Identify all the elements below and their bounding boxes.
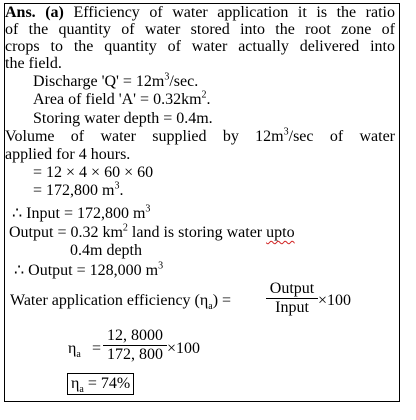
intro-text-2: of the quantity of water stored into the root zone of bbox=[5, 21, 395, 38]
result-eta: η bbox=[71, 375, 80, 392]
output-line bbox=[9, 224, 295, 241]
eta-text: η bbox=[68, 340, 77, 357]
area-end: . bbox=[206, 91, 211, 108]
area-sup: 2 bbox=[201, 89, 207, 101]
calc-text-1: = 12 × 4 × 60 × 60 bbox=[33, 164, 154, 181]
intro-text-4: the field. bbox=[5, 55, 62, 72]
input-text: ∴ Input = 172,800 m bbox=[12, 205, 146, 222]
efficiency-fraction bbox=[266, 280, 318, 317]
depth-text: 0.4m depth bbox=[70, 242, 142, 259]
output-sup: 2 bbox=[122, 222, 128, 234]
efficiency-label bbox=[10, 292, 232, 313]
answer-label: Ans. (a) bbox=[5, 4, 64, 21]
volume-text-1: Volume of water supplied by 12m bbox=[5, 128, 284, 145]
storing-text: Storing water depth = 0.4m. bbox=[33, 110, 213, 127]
intro-line-4 bbox=[5, 55, 62, 72]
discharge-unit: /sec. bbox=[169, 73, 199, 90]
output2-sup: 3 bbox=[158, 260, 164, 272]
ratio-fraction bbox=[103, 327, 167, 364]
storing-line bbox=[33, 110, 213, 127]
efficiency-sub: a bbox=[208, 301, 213, 313]
depth-line bbox=[70, 242, 142, 259]
volume-text-end: /sec of water bbox=[288, 128, 396, 145]
output-rest: land is storing water bbox=[127, 224, 267, 241]
ratio-numerator: 12, 8000 bbox=[107, 327, 163, 344]
calc-text-2: = 172,800 m bbox=[33, 182, 115, 199]
input-sup: 3 bbox=[145, 203, 151, 215]
volume-text-2: applied for 4 hours. bbox=[5, 146, 131, 163]
intro-text-3: crops to the quantity of water actually delivered into bbox=[5, 38, 395, 55]
calc-sup: 3 bbox=[114, 180, 120, 192]
discharge-sup: 3 bbox=[164, 71, 170, 83]
fraction-numerator: Output bbox=[269, 280, 315, 297]
result-value: = 74% bbox=[83, 375, 131, 392]
output2-text: ∴ Output = 128,000 m bbox=[14, 262, 159, 279]
efficiency-eq: ) = bbox=[212, 292, 232, 309]
calc-line-2 bbox=[33, 182, 123, 199]
eta-equals bbox=[92, 340, 101, 357]
discharge-line bbox=[33, 73, 198, 90]
eta-equals-text: = bbox=[92, 340, 102, 357]
intro-line-1 bbox=[5, 4, 395, 21]
volume-line-2 bbox=[5, 146, 130, 163]
fraction-denominator: Input bbox=[275, 299, 309, 316]
efficiency-text: Water application efficiency (η bbox=[10, 292, 209, 309]
output2-line bbox=[14, 262, 163, 279]
efficiency-times-text: ×100 bbox=[318, 292, 352, 309]
ratio-denominator: 172, 800 bbox=[107, 346, 163, 363]
intro-line-3 bbox=[5, 38, 395, 55]
calc-end: . bbox=[119, 182, 124, 199]
area-text: Area of field 'A' = 0.32km bbox=[33, 91, 202, 108]
ratio-times-text: ×100 bbox=[167, 340, 201, 357]
volume-line-1 bbox=[5, 128, 395, 145]
output-upto: upto bbox=[266, 224, 295, 241]
input-line bbox=[12, 205, 150, 222]
result-box bbox=[67, 373, 134, 395]
eta-symbol bbox=[68, 340, 81, 361]
volume-sup: 3 bbox=[283, 126, 289, 138]
area-line bbox=[33, 91, 211, 108]
intro-line-2 bbox=[5, 21, 395, 38]
intro-text-1: Efficiency of water application it is the ratio bbox=[73, 4, 396, 21]
eta-sub: a bbox=[76, 349, 81, 361]
answer-box bbox=[4, 3, 400, 402]
output-text: Output = 0.32 km bbox=[9, 224, 123, 241]
ratio-times bbox=[167, 340, 200, 357]
calc-line-1 bbox=[33, 164, 153, 181]
efficiency-times bbox=[318, 292, 351, 309]
result-sub: a bbox=[79, 384, 84, 396]
discharge-text: Discharge 'Q' = 12m bbox=[33, 73, 165, 90]
